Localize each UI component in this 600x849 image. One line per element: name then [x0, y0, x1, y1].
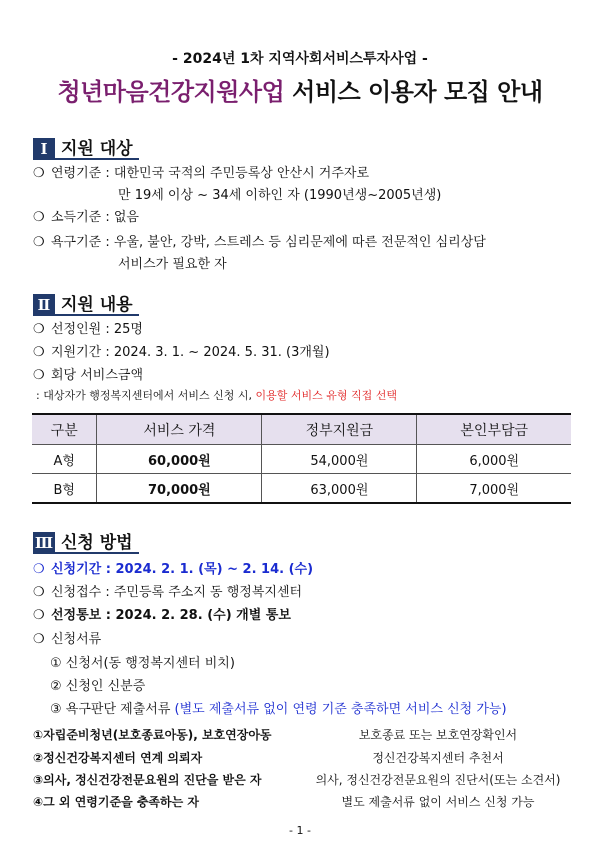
section-number: Ⅱ: [33, 294, 55, 316]
page-title: [0, 72, 600, 107]
support-period: ❍ 지원기간 : 2024. 3. 1. ~ 2024. 5. 31. (3개월): [33, 345, 330, 360]
bullet-circle-icon: ❍: [33, 166, 45, 181]
section-title: 지원 대상: [55, 138, 139, 160]
table-header: 정부지원금: [262, 414, 417, 445]
need-criteria: ❍ 욕구기준 : 우울, 불안, 강박, 스트레스 등 심리문제에 따른 전문적인 심리상담: [33, 235, 486, 250]
table-cell: 63,000원: [262, 474, 417, 504]
table-row: [32, 445, 571, 474]
section-heading-target: [33, 138, 139, 160]
table-header: 본인부담금: [417, 414, 571, 445]
document-item: ① 신청서(동 행정복지센터 비치): [50, 656, 235, 671]
service-amount: ❍ 회당 서비스금액: [33, 368, 144, 383]
sub-title: - 2024년 1차 지역사회서비스투자사업 -: [172, 51, 428, 67]
document-item: ② 신청인 신분증: [50, 679, 146, 694]
table-cell: 7,000원: [417, 474, 571, 504]
bullet-circle-icon: ❍: [33, 562, 45, 577]
age-criteria: ❍ 연령기준 : 대한민국 국적의 주민등록상 안산시 거주자로: [33, 166, 370, 181]
page-number: - 1 -: [289, 824, 311, 837]
table-cell: 54,000원: [262, 445, 417, 474]
title-rest: 서비스 이용자 모집 안내: [284, 78, 543, 106]
selection-notice: ❍ 선정통보 : 2024. 2. 28. (수) 개별 통보: [33, 608, 291, 623]
service-note: : 대상자가 행정복지센터에서 서비스 신청 시, 이용할 서비스 유형 직접 선택: [36, 389, 397, 402]
table-header-row: [32, 414, 571, 445]
income-criteria: ❍ 소득기준 : 없음: [33, 210, 139, 225]
application-period: ❍ 신청기간 : 2024. 2. 1. (목) ~ 2. 14. (수): [33, 562, 314, 577]
section-title: 신청 방법: [55, 532, 139, 554]
bullet-circle-icon: ❍: [33, 235, 45, 250]
title-accent: 청년마음건강지원사업: [57, 78, 285, 106]
table-header: 서비스 가격: [97, 414, 262, 445]
bullet-circle-icon: ❍: [33, 585, 45, 600]
price-table: [32, 413, 571, 504]
need-criteria-cont: 서비스가 필요한 자: [118, 257, 227, 272]
table-cell: A형: [32, 445, 97, 474]
table-row: [32, 474, 571, 504]
required-documents: ❍ 신청서류: [33, 632, 102, 647]
application-place: ❍ 신청접수 : 주민등록 주소지 동 행정복지센터: [33, 585, 303, 600]
bullet-circle-icon: ❍: [33, 608, 45, 623]
section-heading-method: [33, 532, 139, 554]
table-cell: B형: [32, 474, 97, 504]
table-cell: 70,000원: [97, 474, 262, 504]
document-item: ③ 욕구판단 제출서류 (별도 제출서류 없이 연령 기준 충족하면 서비스 신청 가능): [50, 702, 507, 717]
section-heading-content: [33, 294, 139, 316]
table-header: 구분: [32, 414, 97, 445]
bullet-circle-icon: ❍: [33, 632, 45, 647]
section-number: Ⅰ: [33, 138, 55, 160]
section-number: Ⅲ: [34, 534, 54, 552]
selection-count: ❍ 선정인원 : 25명: [33, 322, 143, 337]
table-cell: 60,000원: [97, 445, 262, 474]
bullet-circle-icon: ❍: [33, 345, 45, 360]
bullet-circle-icon: ❍: [33, 322, 45, 337]
bullet-circle-icon: ❍: [33, 210, 45, 225]
table-cell: 6,000원: [417, 445, 571, 474]
bullet-circle-icon: ❍: [33, 368, 45, 383]
section-title: 지원 내용: [55, 294, 139, 316]
age-criteria-cont: 만 19세 이상 ~ 34세 이하인 자 (1990년생~2005년생): [118, 188, 442, 203]
